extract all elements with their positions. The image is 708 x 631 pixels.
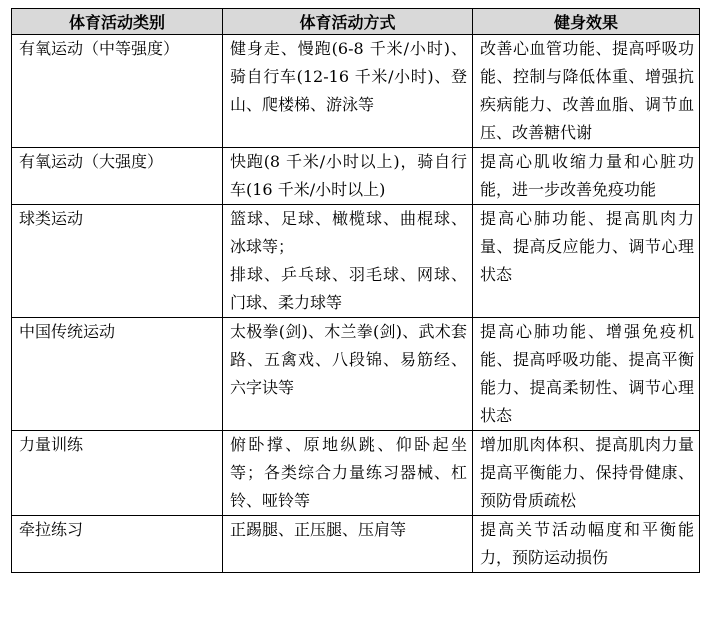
table-row <box>12 205 700 318</box>
cell-effects: 提高心肺功能、增强免疫机能、提高呼吸功能、提高平衡能力、提高柔韧性、调节心理状态 <box>473 318 700 431</box>
methods-line: 篮球、足球、橄榄球、曲棍球、冰球等； <box>230 209 467 256</box>
header-effects: 健身效果 <box>473 9 700 35</box>
cell-effects: 增加肌肉体积、提高肌肉力量提高平衡能力、保持骨健康、预防骨质疏松 <box>473 431 700 516</box>
header-category: 体育活动类别 <box>12 9 223 35</box>
cell-category: 有氧运动（中等强度） <box>12 35 223 148</box>
cell-methods: 健身走、慢跑(6-8 千米/小时)、骑自行车(12-16 千米/小时)、登山、爬楼梯、游泳等 <box>223 35 473 148</box>
cell-category: 球类运动 <box>12 205 223 318</box>
methods-line: 排球、乒乓球、羽毛球、网球、门球、柔力球等 <box>230 265 467 312</box>
cell-category: 力量训练 <box>12 431 223 516</box>
table-row <box>12 148 700 205</box>
table-row <box>12 35 700 148</box>
cell-methods: 正踢腿、正压腿、压肩等 <box>223 516 473 573</box>
cell-effects: 提高关节活动幅度和平衡能力，预防运动损伤 <box>473 516 700 573</box>
cell-methods: 太极拳(剑)、木兰拳(剑)、武术套路、五禽戏、八段锦、易筋经、六字诀等 <box>223 318 473 431</box>
table-header-row <box>12 9 700 35</box>
cell-effects: 改善心血管功能、提高呼吸功能、控制与降低体重、增强抗疾病能力、改善血脂、调节血压、改善糖代谢 <box>473 35 700 148</box>
cell-effects: 提高心肺功能、提高肌肉力量、提高反应能力、调节心理状态 <box>473 205 700 318</box>
header-methods: 体育活动方式 <box>223 9 473 35</box>
document-page <box>11 8 699 573</box>
table-row <box>12 516 700 573</box>
cell-methods <box>223 205 473 318</box>
cell-category: 牵拉练习 <box>12 516 223 573</box>
cell-effects: 提高心肌收缩力量和心脏功能，进一步改善免疫功能 <box>473 148 700 205</box>
cell-methods: 快跑(8 千米/小时以上)，骑自行车(16 千米/小时以上) <box>223 148 473 205</box>
cell-methods: 俯卧撑、原地纵跳、仰卧起坐等；各类综合力量练习器械、杠铃、哑铃等 <box>223 431 473 516</box>
fitness-activity-table <box>11 8 700 573</box>
cell-category: 有氧运动（大强度） <box>12 148 223 205</box>
table-row <box>12 318 700 431</box>
cell-category: 中国传统运动 <box>12 318 223 431</box>
table-row <box>12 431 700 516</box>
